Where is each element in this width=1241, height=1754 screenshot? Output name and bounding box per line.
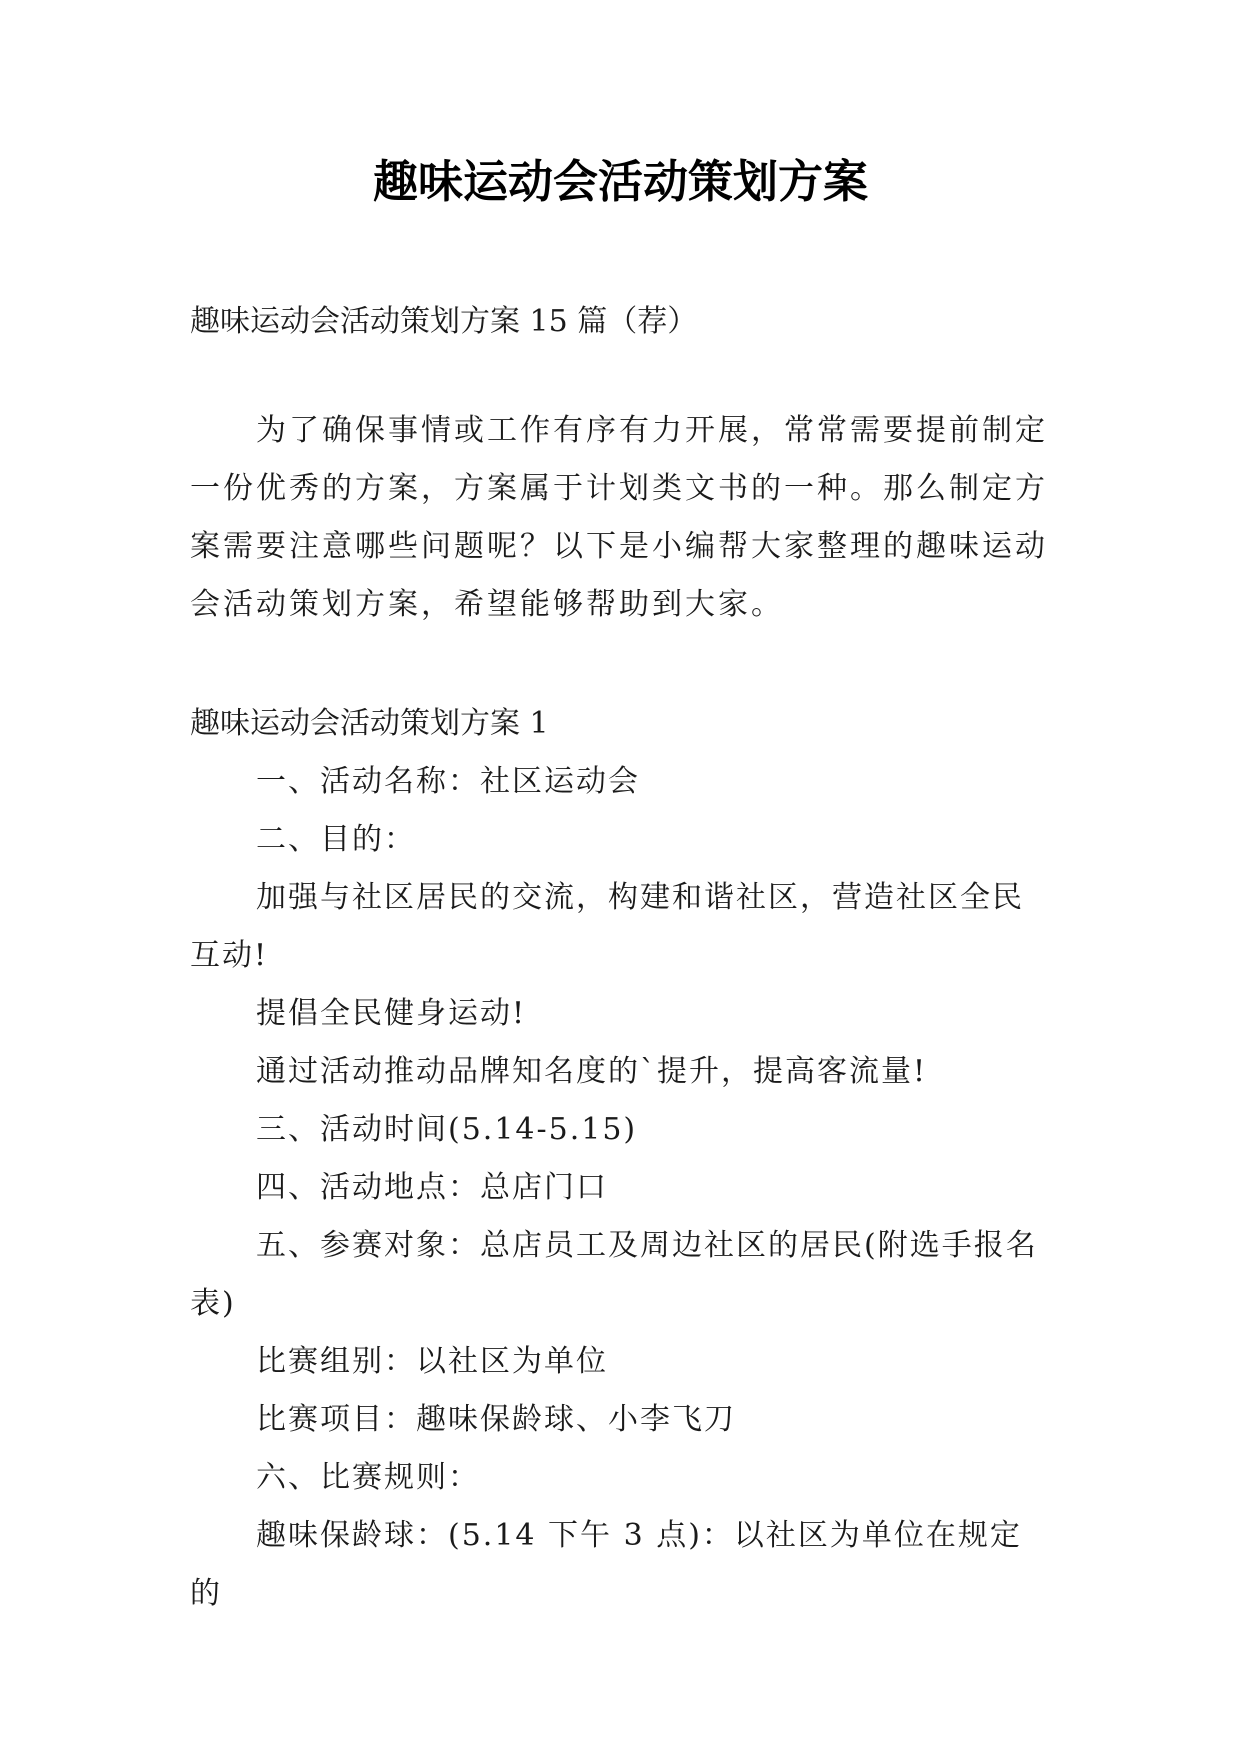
section-heading: 趣味运动会活动策划方案 1 — [190, 706, 549, 741]
section-body — [190, 753, 1050, 1623]
paragraph-activity-time: 三、活动时间(5.14-5.15) — [256, 1112, 638, 1147]
paragraph-purpose-heading: 二、目的： — [256, 822, 416, 857]
paragraph-rules-heading: 六、比赛规则： — [256, 1460, 480, 1495]
paragraph-purpose-1: 加强与社区居民的交流，构建和谐社区，营造社区全民互动! — [190, 880, 1024, 973]
document-title: 趣味运动会活动策划方案 — [372, 155, 868, 208]
paragraph-events: 比赛项目：趣味保龄球、小李飞刀 — [256, 1402, 736, 1437]
paragraph-groups: 比赛组别：以社区为单位 — [256, 1344, 608, 1379]
paragraph-purpose-3: 通过活动推动品牌知名度的`提升，提高客流量! — [256, 1054, 928, 1089]
paragraph-activity-location: 四、活动地点：总店门口 — [256, 1170, 608, 1205]
paragraph-purpose-2: 提倡全民健身运动! — [256, 996, 527, 1031]
paragraph-bowling-rule: 趣味保龄球：(5.14 下午 3 点)：以社区为单位在规定的 — [190, 1518, 1022, 1611]
intro-paragraph: 为了确保事情或工作有序有力开展，常常需要提前制定一份优秀的方案，方案属于计划类文书的一种。那么制定方案需要注意哪些问题呢？以下是小编帮大家整理的趣味运动会活动策划方案，希望能够帮助到大家。 — [190, 413, 1048, 622]
paragraph-participants: 五、参赛对象：总店员工及周边社区的居民(附选手报名表) — [190, 1228, 1038, 1321]
document-subtitle: 趣味运动会活动策划方案 15 篇（荐） — [190, 304, 698, 339]
paragraph-activity-name: 一、活动名称：社区运动会 — [256, 764, 640, 799]
